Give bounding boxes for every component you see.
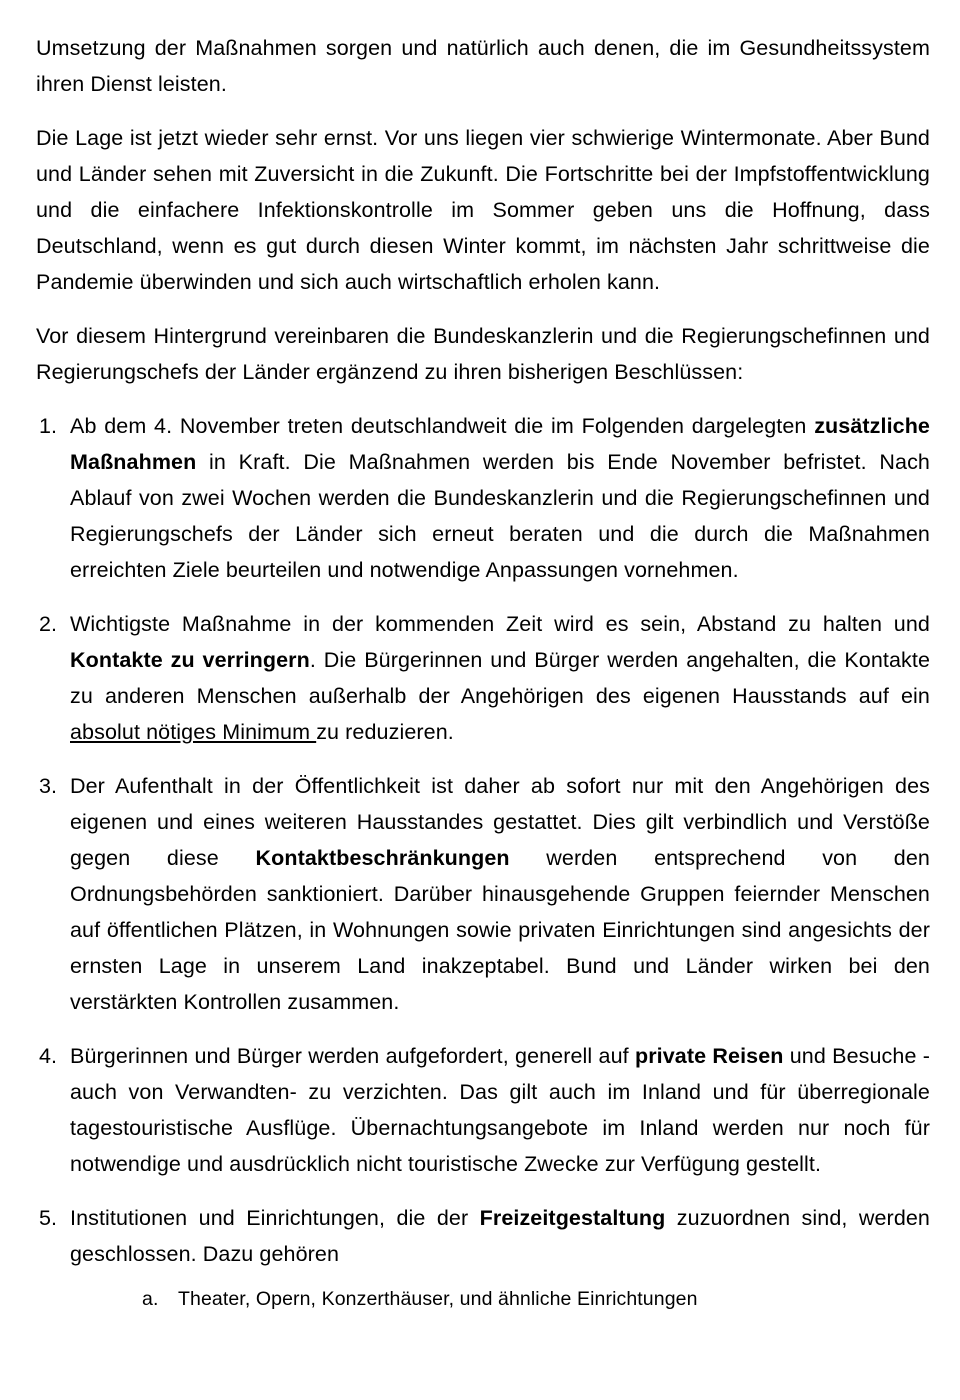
text-run-normal: und Besuche -auch von Verwandten- zu verzichten. Das gilt auch im Inland und für überregionale tagestouristische Ausflüge. Übernachtungsangebote im Inland werden nur noch für notwendige und ausdrücklich nicht touristische Zwecke zur Verfügung gestellt. xyxy=(70,1044,937,1176)
list-item xyxy=(36,768,937,1020)
text-run-underline: absolut nötiges Minimum xyxy=(70,720,317,744)
paragraph xyxy=(36,30,937,102)
list-item-marker: 4. xyxy=(39,1044,58,1068)
measures-ordered-list xyxy=(36,408,937,1316)
list-item xyxy=(36,408,937,588)
list-item-text xyxy=(70,1206,936,1266)
text-run-normal: zu reduzieren. xyxy=(316,720,454,744)
paragraph xyxy=(36,318,937,390)
text-run-normal: werden entsprechend von den Ordnungsbehörden sanktioniert. Darüber hinausgehende Gruppen feiernder Menschen auf öffentlichen Plätzen, in Wohnungen sowie privaten Einrichtungen sind angesichts der ernsten Lage in unserem Land inakzeptabel. Bund und Länder wirken bei den verstärkten Kontrollen zusammen. xyxy=(70,846,937,1014)
text-run-normal: Vor diesem Hintergrund vereinbaren die Bundeskanzlerin und die Regierungschefinnen und Regierungschefs der Länder ergänzend zu ihren bisherigen Beschlüssen: xyxy=(36,324,937,384)
text-run-normal: Institutionen und Einrichtungen, die der xyxy=(70,1206,480,1230)
text-run-normal: Theater, Opern, Konzerthäuser, und ähnliche Einrichtungen xyxy=(178,1288,698,1310)
list-item xyxy=(36,1038,937,1182)
text-run-normal: Umsetzung der Maßnahmen sorgen und natürlich auch denen, die im Gesundheitssystem ihren Dienst leisten. xyxy=(36,36,937,96)
sub-list-item-text xyxy=(178,1288,698,1310)
text-run-normal: . Die Bürgerinnen und Bürger werden angehalten, die Kontakte zu anderen Menschen außerhalb der Angehörigen des eigenen Hausstands auf ein xyxy=(70,648,937,708)
text-run-bold: Kontakte zu verringern xyxy=(70,648,310,672)
text-run-normal: Der Aufenthalt in der Öffentlichkeit ist daher ab sofort nur mit den Angehörigen des eigenen und eines weiteren Hausstandes gestattet. Dies gilt verbindlich und Verstöße gegen diese xyxy=(70,774,937,870)
list-item-marker: 3. xyxy=(39,774,58,798)
text-run-bold: Freizeitgestaltung xyxy=(479,1206,666,1230)
text-run-bold: zusätzliche Maßnahmen xyxy=(70,414,937,474)
text-run-bold: private Reisen xyxy=(634,1044,784,1068)
list-item-text xyxy=(70,414,936,582)
list-item-text xyxy=(70,612,936,744)
text-run-normal: Bürgerinnen und Bürger werden aufgefordert, generell auf xyxy=(70,1044,635,1068)
text-run-normal: Ab dem 4. November treten deutschlandweit die im Folgenden dargelegten xyxy=(70,414,815,438)
list-item xyxy=(36,1200,937,1316)
text-run-bold: Kontaktbeschränkungen xyxy=(255,846,510,870)
paragraph xyxy=(36,120,937,300)
document-body xyxy=(36,30,937,1316)
text-run-normal: Wichtigste Maßnahme in der kommenden Zeit wird es sein, Abstand zu halten und xyxy=(70,612,937,636)
text-run-normal: zuzuordnen sind, werden geschlossen. Dazu gehören xyxy=(70,1206,937,1266)
list-item-marker: 2. xyxy=(39,612,58,636)
list-item-marker: 5. xyxy=(39,1206,58,1230)
list-item-text xyxy=(70,774,936,1014)
text-run-normal: Die Lage ist jetzt wieder sehr ernst. Vor uns liegen vier schwierige Wintermonate. Aber Bund und Länder sehen mit Zuversicht in die Zukunft. Die Fortschritte bei der Impfstoffentwicklung und die einfachere Infektionskontrolle im Sommer geben uns die Hoffnung, dass Deutschland, wenn es gut durch diesen Winter kommt, im nächsten Jahr schrittweise die Pandemie überwinden und sich auch wirtschaftlich erholen kann. xyxy=(36,126,937,294)
sub-list-item-marker: a. xyxy=(142,1288,159,1310)
list-item-marker: 1. xyxy=(39,414,58,438)
list-item-text xyxy=(70,1044,936,1176)
list-item xyxy=(36,606,937,750)
sub-list-item xyxy=(142,1282,930,1316)
measures-sub-list xyxy=(70,1282,930,1316)
text-run-normal: in Kraft. Die Maßnahmen werden bis Ende November befristet. Nach Ablauf von zwei Wochen werden die Bundeskanzlerin und die Regierungschefinnen und Regierungschefs der Länder sich erneut beraten und die durch die Maßnahmen erreichten Ziele beurteilen und notwendige Anpassungen vornehmen. xyxy=(70,450,937,582)
